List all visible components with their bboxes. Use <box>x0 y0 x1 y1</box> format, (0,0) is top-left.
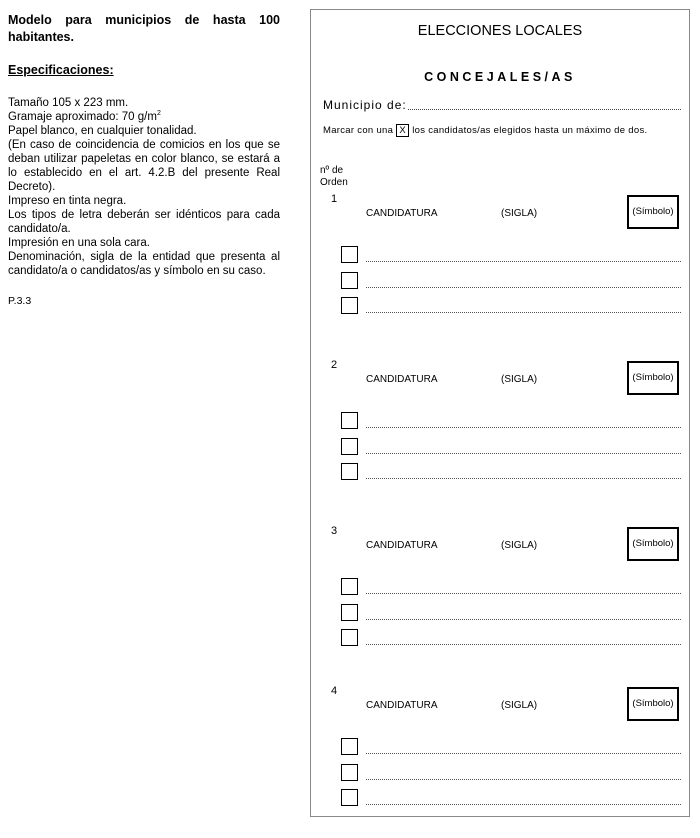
spec-line: Impreso en tinta negra. <box>8 195 127 207</box>
candidate-row <box>341 438 681 458</box>
spec-line: (En caso de coincidencia de comicios en los que se deban utilizar papeletas en color blanco, se estará a lo establecido en el art. 4.2.B del presente Real Decreto). <box>8 139 280 193</box>
municipio-field[interactable] <box>408 109 681 110</box>
candidate-name-line <box>366 312 681 313</box>
candidatura-label: CANDIDATURA <box>366 700 438 711</box>
candidate-name-line <box>366 804 681 805</box>
symbol-box: (Símbolo) <box>627 361 679 395</box>
specifications-body <box>8 96 280 278</box>
candidate-checkbox[interactable] <box>341 789 358 806</box>
sigla-label: (SIGLA) <box>501 540 538 551</box>
symbol-box: (Símbolo) <box>627 195 679 229</box>
candidate-row <box>341 412 681 432</box>
candidate-checkbox[interactable] <box>341 629 358 646</box>
spec-line: Denominación, sigla de la entidad que presenta al candidato/a o candidatos/as y símbolo en su caso. <box>8 251 280 277</box>
instructions: Marcar con una X los candidatos/as elegidos hasta un máximo de dos. <box>323 125 648 137</box>
candidate-row <box>341 272 681 292</box>
candidate-name-line <box>366 753 681 754</box>
candidature-group <box>311 685 689 825</box>
candidate-row <box>341 604 681 624</box>
sigla-label: (SIGLA) <box>501 700 538 711</box>
candidate-row <box>341 789 681 809</box>
order-number: 1 <box>331 193 338 205</box>
specifications-title: Especificaciones: <box>8 63 114 77</box>
candidate-name-line <box>366 427 681 428</box>
spec-line: Los tipos de letra deberán ser idénticos para cada candidato/a. <box>8 209 280 235</box>
candidate-name-line <box>366 453 681 454</box>
candidatura-label: CANDIDATURA <box>366 374 438 385</box>
candidate-row <box>341 629 681 649</box>
candidate-name-line <box>366 644 681 645</box>
candidate-checkbox[interactable] <box>341 578 358 595</box>
order-header: nº de Orden <box>320 165 348 188</box>
symbol-box: (Símbolo) <box>627 687 679 721</box>
spec-line: Gramaje aproximado: 70 $g/m^2$ <box>8 110 161 123</box>
candidate-name-line <box>366 287 681 288</box>
model-heading: Modelo para municipios de hasta 100 habitantes. <box>8 13 280 44</box>
candidate-checkbox[interactable] <box>341 438 358 455</box>
candidate-row <box>341 764 681 784</box>
spec-line: Papel blanco, en cualquier tonalidad. <box>8 125 197 137</box>
sigla-label: (SIGLA) <box>501 208 538 219</box>
order-number: 3 <box>331 525 338 537</box>
candidatura-label: CANDIDATURA <box>366 208 438 219</box>
candidate-checkbox[interactable] <box>341 764 358 781</box>
ballot-title: ELECCIONES LOCALES <box>417 23 583 39</box>
order-number: 4 <box>331 685 338 697</box>
sigla-label: (SIGLA) <box>501 374 538 385</box>
order-number: 2 <box>331 359 338 371</box>
candidature-group <box>311 525 689 665</box>
superscript: 2 <box>156 110 161 118</box>
candidate-checkbox[interactable] <box>341 272 358 289</box>
candidate-row <box>341 246 681 266</box>
candidature-group <box>311 359 689 499</box>
ballot-subtitle: CONCEJALES/AS <box>424 70 576 84</box>
candidate-name-line <box>366 261 681 262</box>
candidate-row <box>341 578 681 598</box>
spec-line: Tamaño 105 x 223 mm. <box>8 97 129 109</box>
candidate-row <box>341 297 681 317</box>
municipio-label: Municipio de: <box>323 98 407 112</box>
candidate-checkbox[interactable] <box>341 738 358 755</box>
ballot-paper <box>310 9 690 817</box>
candidature-group <box>311 193 689 333</box>
candidatura-label: CANDIDATURA <box>366 540 438 551</box>
symbol-box: (Símbolo) <box>627 527 679 561</box>
candidate-row <box>341 738 681 758</box>
candidate-row <box>341 463 681 483</box>
candidate-checkbox[interactable] <box>341 604 358 621</box>
candidate-checkbox[interactable] <box>341 463 358 480</box>
x-mark-example: X <box>396 124 409 137</box>
candidate-name-line <box>366 478 681 479</box>
candidate-name-line <box>366 593 681 594</box>
spec-line: Impresión en una sola cara. <box>8 237 150 249</box>
candidate-checkbox[interactable] <box>341 412 358 429</box>
candidate-name-line <box>366 779 681 780</box>
candidate-name-line <box>366 619 681 620</box>
candidate-checkbox[interactable] <box>341 246 358 263</box>
candidate-checkbox[interactable] <box>341 297 358 314</box>
reference-code: P.3.3 <box>8 295 32 307</box>
